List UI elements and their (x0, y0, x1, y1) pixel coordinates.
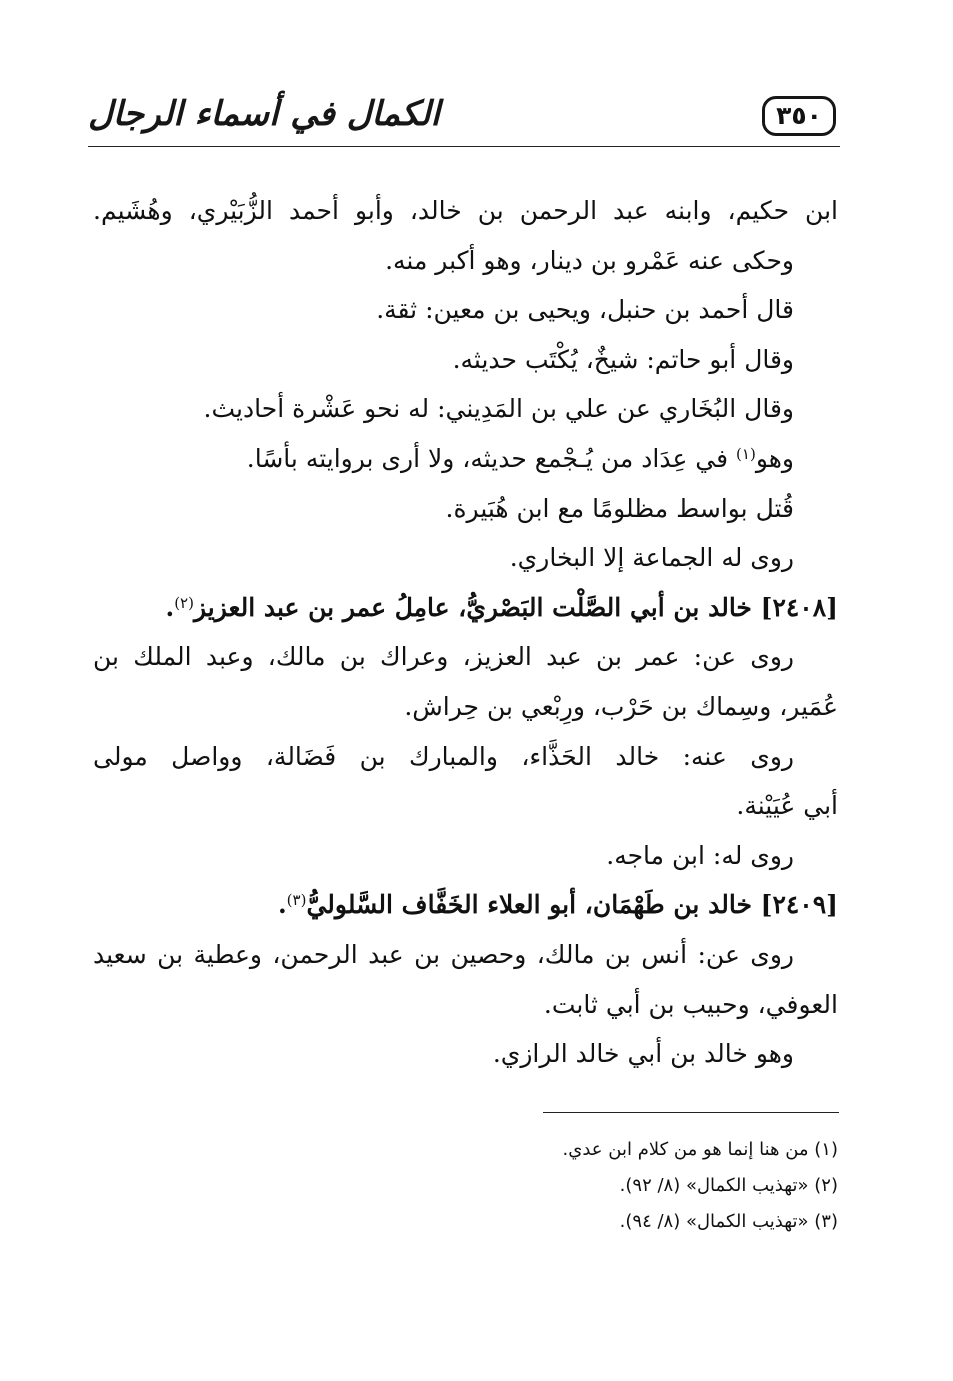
transmitted-line: روى له: ابن ماجه. (606, 840, 794, 870)
footnotes (340, 1132, 838, 1240)
text-line: عُمَير، وسِماك بن حَرْب، ورِبْعي بن حِراش. (404, 691, 838, 721)
footnote-2: (٢) «تهذيب الكمال» (٨/ ٩٢). (619, 1175, 838, 1196)
narrated-from-line: روى عن: عمر بن عبد العزيز، وعراك بن مالك، وعبد الملك بن (93, 642, 794, 672)
narrated-by-line: روى عنه: خالد الحَذَّاء، والمبارك بن فَضَالة، وواصل مولى (93, 741, 794, 771)
text-line: وقال البُخَاري عن علي بن المَدِيني: له نحو عَشْرة أحاديث. (203, 394, 794, 424)
footnote-3: (٣) «تهذيب الكمال» (٨/ ٩٤). (619, 1211, 838, 1232)
entry-heading-2409 (93, 880, 838, 930)
narrated-from-line: روى عن: أنس بن مالك، وحصين بن عبد الرحمن، وعطية بن سعيد (93, 939, 794, 969)
text-line: وحكى عنه عَمْرو بن دينار، وهو أكبر منه. (385, 245, 794, 275)
footnote-divider (543, 1112, 839, 1113)
footnote-ref-1[interactable]: (١) (736, 444, 756, 463)
entry-heading-text: [٢٤٠٨] خالد بن أبي الصَّلْت البَصْريُّ، عامِلُ عمر بن عبد العزيز (193, 592, 838, 622)
page-header (88, 92, 840, 150)
entry-heading-2408 (93, 583, 838, 633)
text-line: وهو خالد بن أبي خالد الرازي. (492, 1039, 794, 1069)
text-line (93, 434, 838, 484)
entry-heading-text: [٢٤٠٩] خالد بن طَهْمَان، أبو العلاء الخَفَّاف السَّلوليُّ (306, 890, 838, 920)
text-line: وقال أبو حاتم: شيخٌ، يُكْتَب حديثه. (452, 344, 794, 374)
main-text (93, 186, 838, 1079)
entry-heading-end: . (277, 890, 287, 920)
entry-heading-end: . (165, 592, 175, 622)
text-line: أبي عُيَيْنة. (736, 791, 838, 821)
text-line: العوفي، وحبيب بن أبي ثابت. (543, 989, 838, 1019)
book-title: الكمال في أسماء الرجال (88, 94, 440, 134)
page-number: ٣٥٠ (762, 96, 836, 136)
text-line: ابن حكيم، وابنه عبد الرحمن بن خالد، وأبو أحمد الزُّبَيْري، وهُشَيم. (93, 196, 838, 225)
text-line: قال أحمد بن حنبل، ويحيى بن معين: ثقة. (376, 295, 794, 325)
footnote-1: (١) من هنا إنما هو من كلام ابن عدي. (562, 1139, 838, 1160)
footnote-ref-3[interactable]: (٣) (286, 891, 307, 910)
text-span: وهو (755, 443, 794, 473)
text-span: في عِدَاد من يُـجْمع حديثه، ولا أرى بروايته بأسًا. (246, 443, 737, 473)
footnote-ref-2[interactable]: (٢) (174, 593, 194, 612)
header-divider (88, 146, 840, 147)
text-line: روى له الجماعة إلا البخاري. (509, 543, 794, 573)
text-line: قُتل بواسط مظلومًا مع ابن هُبَيرة. (445, 493, 794, 523)
